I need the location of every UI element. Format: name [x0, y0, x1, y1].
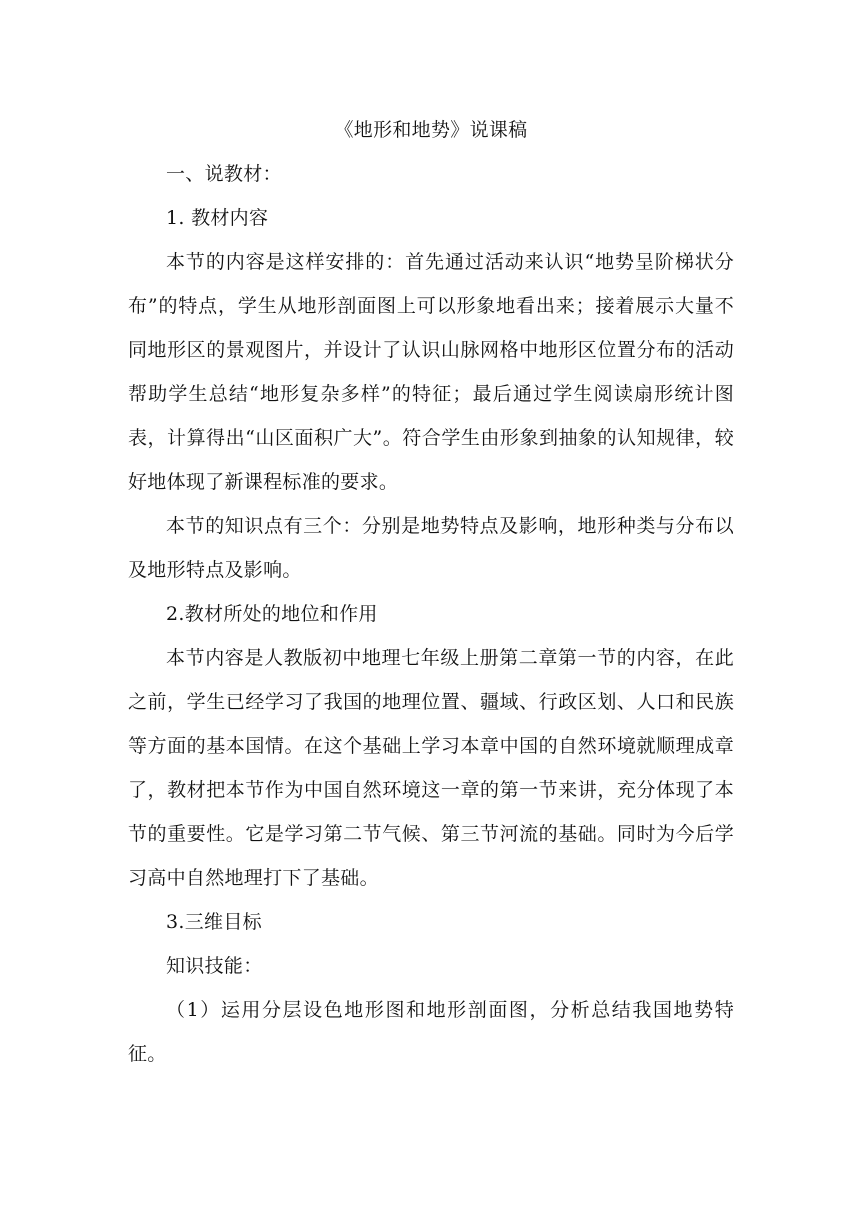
label-knowledge-skills: 知识技能： [166, 955, 263, 977]
paragraph-knowledge-points: 本节的知识点有三个：分别是地势特点及影响，地形种类与分布以及地形特点及影响。 [128, 515, 734, 581]
paragraph-content-arrangement: 本节的内容是这样安排的：首先通过活动来认识“地势呈阶梯状分布”的特点，学生从地形剖面图上可以形象地看出来；接着展示大量不同地形区的景观图片，并设计了认识山脉网格中地形区位置分布的活动帮助学生总结“地形复杂多样”的特征；最后通过学生阅读扇形统计图表，计算得出“山区面积广大”。符合学生由形象到抽象的认知规律，较好地体现了新课程标准的要求。 [128, 251, 734, 493]
goal-item-1: （1）运用分层设色地形图和地形剖面图，分析总结我国地势特征。 [128, 999, 734, 1065]
subheading-three-dimensional-goals: 3.三维目标 [166, 911, 262, 933]
section-heading-textbook: 一、说教材： [166, 163, 282, 185]
subheading-textbook-content: 1. 教材内容 [166, 207, 269, 229]
document-body [128, 108, 734, 1076]
document-title: 《地形和地势》说课稿 [334, 119, 528, 141]
paragraph-status-and-role: 本节内容是人教版初中地理七年级上册第二章第一节的内容，在此之前，学生已经学习了我国的地理位置、疆域、行政区划、人口和民族等方面的基本国情。在这个基础上学习本章中国的自然环境就顺理成章了，教材把本节作为中国自然环境这一章的第一节来讲，充分体现了本节的重要性。它是学习第二节气候、第三节河流的基础。同时为今后学习高中自然地理打下了基础。 [128, 647, 734, 889]
subheading-status-and-role: 2.教材所处的地位和作用 [166, 603, 378, 625]
